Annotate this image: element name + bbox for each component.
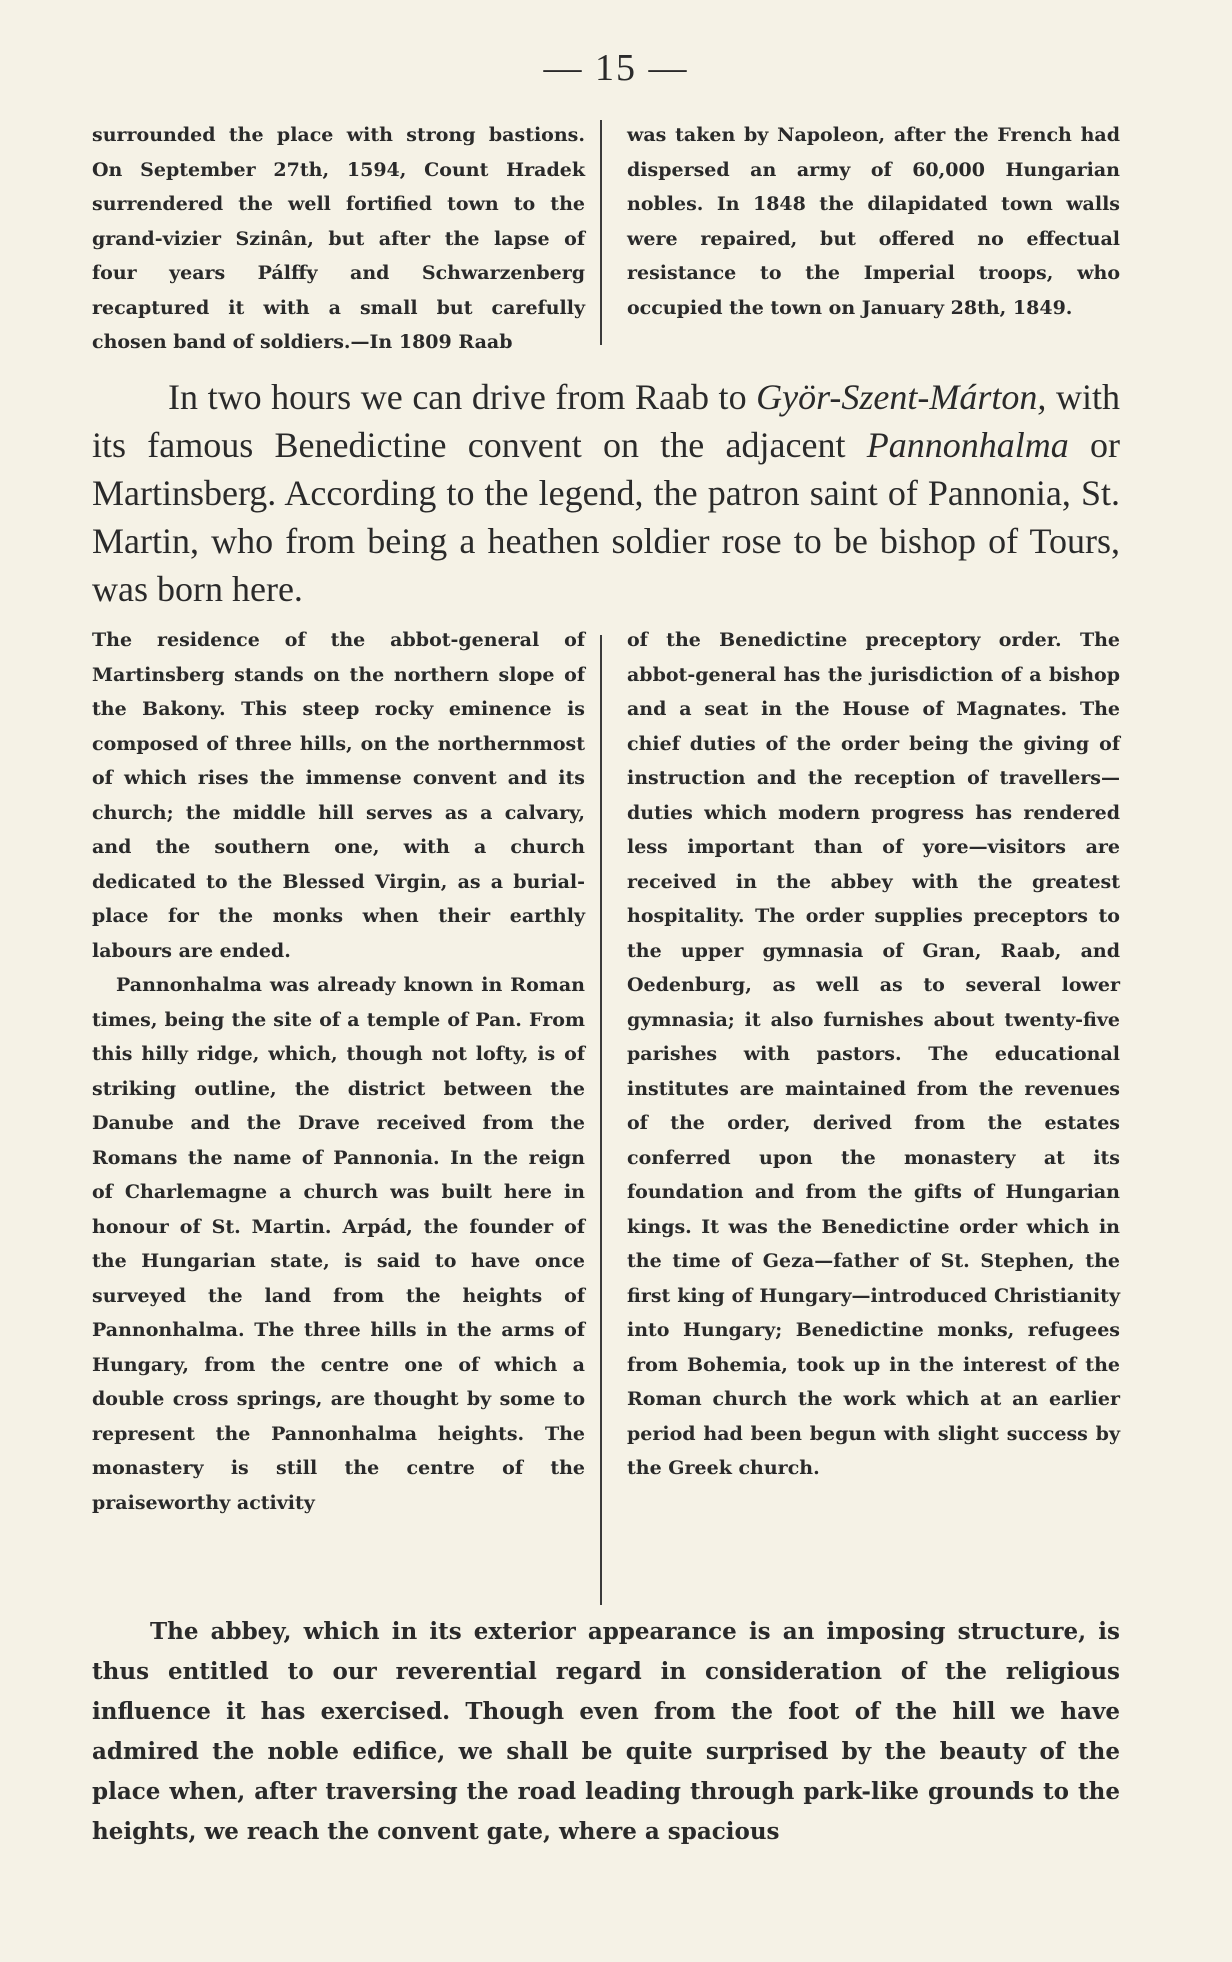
bottom-paragraph: The abbey, which in its exterior appearance is an imposing structure, is thus entitled to our reverential regard in consideration of the religious influence it has exercised. Though even from the foot of the hill we have admired the noble edifice, we shall be quite surprised by the beauty of the place when, after traversing the road leading through park-like grounds to the heights, we reach the convent gate, where a spacious [92, 1618, 1120, 1845]
page-number: — 15 — [543, 47, 689, 89]
large-para-text-1: In two hours we can drive from Raab to [168, 377, 757, 417]
middle-left-paragraph-2: Pannonhalma was already known in Roman times, being the site of a temple of Pan. From this hilly ridge, which, though not lofty, is of striking outline, the district between the Danube and the Drave received from the Romans the name of Pannonia. In the reign of Charlemagne a church was built here in honour of St. Martin. Arpád, the founder of the Hungarian state, is said to have once surveyed the land from the heights of Pannonhalma. The three hills in the arms of Hungary, from the centre one of which a double cross springs, are thought by some to represent the Pannonhalma heights. The monastery is still the centre of the praiseworthy activity [92, 974, 585, 1514]
top-right-paragraph: was taken by Napoleon, after the French had dispersed an army of 60,000 Hungarian nobles. In 1848 the dilapidated town walls were repaired, but offered no effectual resistance to the Imperial troops, who occupied the town on January 28th, 1849. [627, 124, 1120, 319]
middle-right-column [617, 623, 1120, 1605]
top-left-column [92, 118, 585, 360]
large-para-text-3: or Martinsberg. According to the legend, the patron saint of Pannonia, St. Martin, who from being a heathen soldier rose to be bishop of Tours, was born here. [92, 425, 1120, 609]
place-name-gyor-szent-marton: Györ-Szent-Márton, [756, 377, 1047, 417]
middle-right-paragraph: of the Benedictine preceptory order. The abbot-general has the jurisdiction of a bishop and a seat in the House of Magnates. The chief duties of the order being the giving of instruction and the reception of travellers—duties which modern progress has rendered less important than of yore—visitors are received in the abbey with the greatest hospitality. The order supplies preceptors to the upper gymnasia of Gran, Raab, and Oedenburg, as well as to several lower gymnasia; it also furnishes about twenty-five parishes with pastors. The educational institutes are maintained from the revenues of the order, derived from the estates conferred upon the monastery at its foundation and from the gifts of Hungarian kings. It was the Benedictine order which in the time of Geza—father of St. Stephen, the first king of Hungary—introduced Christianity into Hungary; Benedictine monks, refugees from Bohemia, took up in the interest of the Roman church the work which at an earlier period had been begun with slight success by the Greek church. [627, 629, 1120, 1479]
middle-two-column-section [92, 623, 1120, 1605]
large-para-text-2: with its famous Benedictine convent on the adjacent [92, 377, 1120, 465]
column-divider [600, 635, 602, 1605]
top-right-column [617, 118, 1120, 360]
middle-left-paragraph-1: The residence of the abbot-general of Martinsberg stands on the northern slope of the Bakony. This steep rocky eminence is composed of three hills, on the northernmost of which rises the immense convent and its church; the middle hill serves as a calvary, and the southern one, with a church dedicated to the Blessed Virgin, as a burial-place for the monks when their earthly labours are ended. [92, 629, 585, 962]
top-two-column-section [92, 118, 1120, 360]
large-type-paragraph [92, 373, 1120, 613]
column-divider [600, 120, 602, 345]
top-left-paragraph: surrounded the place with strong bastions. On September 27th, 1594, Count Hradek surrendered the well fortified town to the grand-vizier Szinân, but after the lapse of four years Pálffy and Schwarzenberg recaptured it with a small but carefully chosen band of soldiers.—In 1809 Raab [92, 124, 585, 353]
place-name-pannonhalma: Pannonhalma [866, 425, 1069, 465]
middle-left-column [92, 623, 585, 1605]
